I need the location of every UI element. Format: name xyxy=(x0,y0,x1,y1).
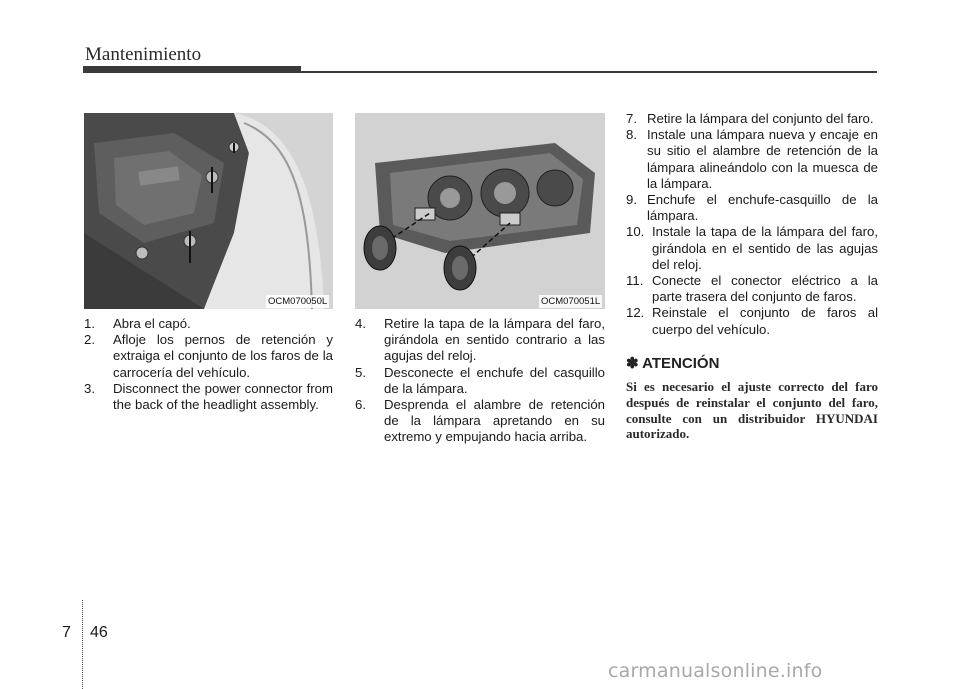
step-number: 5. xyxy=(355,364,366,380)
step-number: 1. xyxy=(84,316,95,331)
headlight-bolts-illustration xyxy=(84,113,333,309)
headlight-assembly-illustration xyxy=(355,113,605,309)
step-text: Retire la tapa de la lámpara del faro, girándola en sentido contrario a las agujas del reloj. xyxy=(384,316,605,364)
step-number: 9. xyxy=(626,192,637,208)
step-text: Conecte el conector eléctrico a la parte trasera del conjunto de faros. xyxy=(652,273,878,305)
figure-headlight-assembly xyxy=(355,113,605,309)
step-text: Instale la tapa de la lámpara del faro, girándola en el sentido de las agujas del reloj. xyxy=(652,224,878,272)
step-number: 12. xyxy=(626,305,645,321)
list-item xyxy=(84,316,333,332)
list-item xyxy=(355,365,605,397)
step-text: Desprenda el alambre de retención de la lámpara apretando en su extremo y empujando hacia arriba. xyxy=(384,397,605,445)
step-text: Abra el capó. xyxy=(113,316,191,331)
step-number: 7. xyxy=(626,111,637,126)
step-text: Desconecte el enchufe del casquillo de la lámpara. xyxy=(384,364,605,396)
step-number: 11. xyxy=(626,273,644,289)
step-text: Reinstale el conjunto de faros al cuerpo del vehículo. xyxy=(652,305,878,337)
step-text: Afloje los pernos de retención y extraiga el conjunto de los faros de la carrocería del vehículo. xyxy=(113,332,333,380)
attention-note: Si es necesario el ajuste correcto del faro después de reinstalar el conjunto del faro, consulte con un distribuidor HYUNDAI autorizado. xyxy=(626,379,878,442)
step-list xyxy=(84,316,333,413)
list-item xyxy=(626,273,878,305)
section-title: Mantenimiento xyxy=(85,44,202,65)
step-list xyxy=(355,316,605,446)
list-item xyxy=(84,332,333,381)
step-text: Retire la lámpara del conjunto del faro. xyxy=(647,111,874,126)
step-number: 6. xyxy=(355,397,366,413)
instructions-column-2 xyxy=(355,316,605,446)
figure-code: OCM070050L xyxy=(268,296,328,307)
step-number: 10. xyxy=(626,224,645,240)
list-item xyxy=(626,305,878,337)
step-text: Instale una lámpara nueva y encaje en su sitio el alambre de retención de la lámpara alineándolo con la muesca de la lámpara. xyxy=(647,127,878,191)
step-number: 2. xyxy=(84,332,95,348)
page-number: 46 xyxy=(90,624,108,641)
step-text: Disconnect the power connector from the back of the headlight assembly. xyxy=(113,380,333,413)
chapter-number: 7 xyxy=(62,624,71,641)
list-item xyxy=(626,127,878,192)
list-item xyxy=(355,316,605,365)
step-number: 8. xyxy=(626,127,637,143)
list-item xyxy=(626,192,878,224)
list-item xyxy=(84,381,333,413)
header-bar xyxy=(83,66,301,73)
instructions-column-1 xyxy=(84,316,333,413)
watermark: carmanualsonline.info xyxy=(608,660,823,682)
header-rule xyxy=(301,71,877,73)
figure-code: OCM070051L xyxy=(541,296,601,307)
footer-divider xyxy=(82,600,84,689)
list-item xyxy=(626,111,878,127)
list-item xyxy=(355,397,605,446)
attention-heading: ✽ ATENCIÓN xyxy=(626,354,720,372)
step-list xyxy=(626,111,878,338)
step-number: 4. xyxy=(355,316,366,331)
list-item xyxy=(626,224,878,273)
figure-headlight-bolts xyxy=(84,113,333,309)
step-text: Enchufe el enchufe-casquillo de la lámpara. xyxy=(647,192,878,224)
instructions-column-3 xyxy=(626,111,878,442)
step-number: 3. xyxy=(84,380,95,396)
